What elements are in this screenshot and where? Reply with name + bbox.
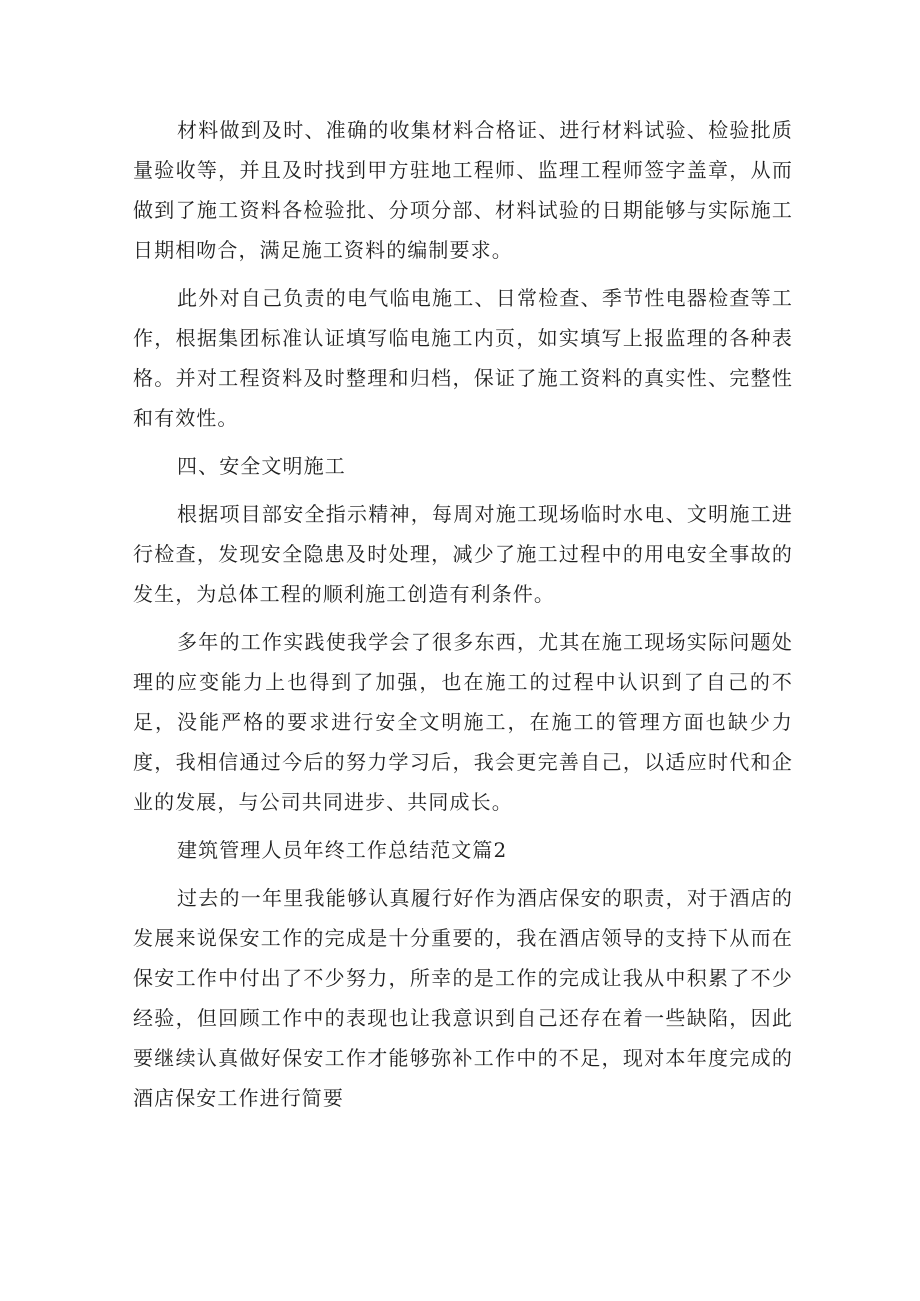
paragraph-materials: 材料做到及时、准确的收集材料合格证、进行材料试验、检验批质量验收等，并且及时找到甲方驻地工程师、监理工程师签字盖章，从而做到了施工资料各检验批、分项分部、材料试验的日期能够与实际施工日期相吻合，满足施工资料的编制要求。 [133,118,793,262]
paragraph-safety-inspection: 根据项目部安全指示精神，每周对施工现场临时水电、文明施工进行检查，发现安全隐患及时处理，减少了施工过程中的用电安全事故的发生，为总体工程的顺利施工创造有利条件。 [133,502,793,606]
article-title-part2: 建筑管理人员年终工作总结范文篇2 [177,838,508,862]
paragraph-hotel-security: 过去的一年里我能够认真履行好作为酒店保安的职责，对于酒店的发展来说保安工作的完成是十分重要的，我在酒店领导的支持下从而在保安工作中付出了不少努力，所幸的是工作的完成让我从中积累了不少经验，但回顾工作中的表现也让我意识到自己还存在着一些缺陷，因此要继续认真做好保安工作才能够弥补工作中的不足，现对本年度完成的酒店保安工作进行简要 [133,886,793,1110]
section-heading-safety: 四、安全文明施工 [177,454,346,478]
paragraph-electrical: 此外对自己负责的电气临电施工、日常检查、季节性电器检查等工作，根据集团标准认证填写临电施工内页，如实填写上报监理的各种表格。并对工程资料及时整理和归档，保证了施工资料的真实性、完整性和有效性。 [133,286,793,430]
paragraph-experience: 多年的工作实践使我学会了很多东西，尤其在施工现场实际问题处理的应变能力上也得到了加强，也在施工的过程中认识到了自己的不足，没能严格的要求进行安全文明施工，在施工的管理方面也缺少力度，我相信通过今后的努力学习后，我会更完善自己，以适应时代和企业的发展，与公司共同进步、共同成长。 [133,630,793,814]
document-body [133,110,793,1126]
